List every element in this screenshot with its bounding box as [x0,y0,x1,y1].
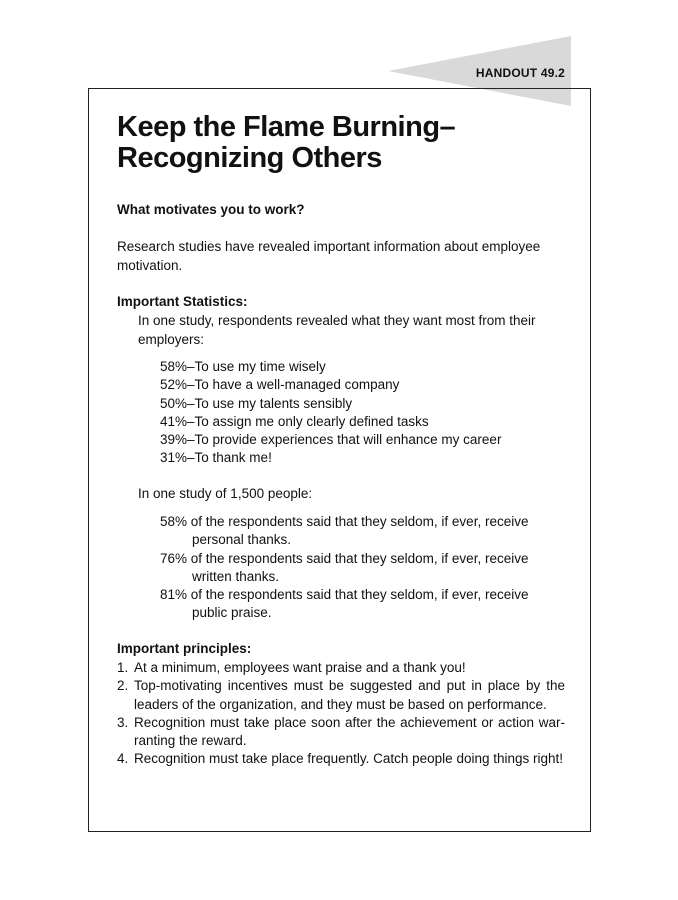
statistics-heading: Important Statistics: [117,294,248,309]
list-item-line-2: public praise. [192,605,272,621]
list-number: 3. [117,714,129,730]
principles-heading: Important principles: [117,641,252,656]
list-item-line-1: 76% of the respondents said that they seldom, if ever, receive [160,550,529,566]
list-item: 52%–To have a well-managed company [160,377,400,393]
list-text: Recognition must take place soon after the achievement or action war-ranting the reward. [134,714,565,749]
list-item-line-1: 58% of the respondents said that they seldom, if ever, receive [160,514,529,529]
list-number: 2. [117,678,129,694]
list-item [117,659,565,677]
principles-list [117,659,565,769]
list-number: 4. [117,751,129,767]
list-text: Top-motivating incentives must be suggested and put in place by the leaders of the organization, and they must be based on performance. [134,678,565,712]
study1-lead: In one study, respondents revealed what they want most from their employers: [138,313,536,347]
page-title [117,112,455,174]
list-item: 39%–To provide experiences that will enhance my career [160,432,502,448]
study2-lead: In one study of 1,500 people: [138,486,313,501]
title-line-1: Keep the Flame Burning– [117,111,456,143]
motivation-question: What motivates you to work? [117,202,305,217]
list-number: 1. [117,660,129,675]
list-item [117,750,565,768]
list-item [117,714,565,751]
list-item: 31%–To thank me! [160,450,272,466]
list-item: 58%–To use my time wisely [160,359,326,374]
list-text: Recognition must take place frequently. Catch people doing things right! [134,751,564,767]
study1-list [160,358,501,468]
list-text: At a minimum, employees want praise and a thank you! [134,660,466,675]
handout-label: HANDOUT 49.2 [475,66,565,80]
list-item: 50%–To use my talents sensibly [160,395,353,411]
list-item-line-2: personal thanks. [192,532,292,548]
list-item-line-2: written thanks. [192,568,280,584]
title-line-2: Recognizing Others [117,142,382,174]
list-item [160,550,560,587]
list-item: 41%–To assign me only clearly defined tasks [160,413,429,429]
list-item [160,513,560,550]
list-item [160,586,560,623]
list-item [117,677,565,714]
study2-list [160,513,560,623]
intro-paragraph: Research studies have revealed important information about employee motivation. [117,239,541,273]
list-item-line-1: 81% of the respondents said that they seldom, if ever, receive [160,587,529,603]
